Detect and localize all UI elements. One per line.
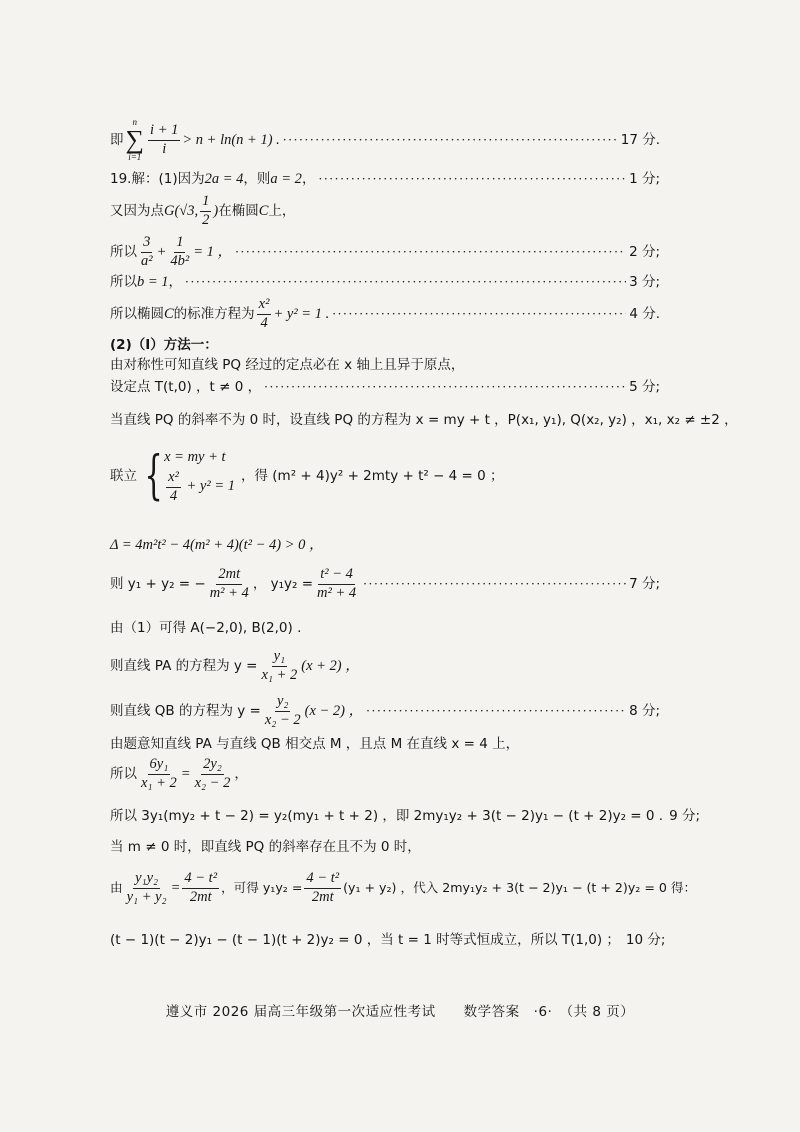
- score: 10 分;: [625, 932, 666, 948]
- line-slope: 当直线 PQ 的斜率不为 0 时，设直线 PQ 的方程为 x = my + t ，P(x₁, y₁), Q(x₂, y₂) ，x₁, x₂ ≠ ±2 ，: [110, 412, 738, 428]
- line-10pts: (t − 1)(t − 2)y₁ − (t − 1)(t + 2)y₂ = 0 ，当 t = 1 时等式恒成立，所以 T(1,0) ； 10 分;: [110, 932, 666, 948]
- score: 1 分;: [629, 171, 660, 187]
- dot-leader: [318, 170, 626, 188]
- line-pa: 则直线 PA 的方程为 y = $\frac{\text{y₁}}{\text{x₁ + 2}}$ (x + 2) ，: [110, 648, 360, 683]
- line-ab-points: 由（1）可得 A(−2,0), B(2,0) .: [110, 620, 302, 636]
- line-8pts: 则直线 QB 的方程为 y = $\frac{\text{y₂}}{\text{x₂ − 2}}$ (x − 2) ， ····· 8 分;: [110, 693, 660, 729]
- line-17: [110, 117, 660, 162]
- brace: {: [144, 446, 163, 506]
- line-7pts: 则 y₁ + y₂ = − $\frac{2mt}{\text{m² + 4}}$ ， y₁y₂ = $\frac{\text{t² − 4}}{\text{m² + 4}}$ ····· 7 分;: [110, 566, 660, 602]
- sigma-symbol: n ∑ i=1: [125, 117, 145, 162]
- score: 8 分;: [629, 703, 660, 719]
- equation-system: x = my + t $\frac{\text{x²}}{4}$ + y² = 1: [164, 449, 235, 504]
- score: 2 分;: [629, 244, 660, 260]
- dot-leader: [363, 575, 626, 593]
- line-2pts: 所以 $\frac{3}{\text{a²}}$ + $\frac{1}{\text{4b²}}$ = 1 ， ····· 2 分;: [110, 234, 660, 270]
- dot-leader: [366, 702, 626, 720]
- score: 5 分;: [629, 379, 660, 395]
- part-2-heading: (2)（Ⅰ）方法一：: [110, 337, 218, 353]
- line-system: 联立 { x = my + t $\frac{\text{x²}}{4}$ + y² = 1 ，得 (m² + 4)y² + 2mty + t² − 4 = 0 ；: [110, 446, 504, 506]
- score: 9 分;: [669, 808, 701, 824]
- line-m-nonzero: 当 m ≠ 0 时，即直线 PQ 的斜率存在且不为 0 时，: [110, 839, 421, 855]
- dot-leader: [264, 378, 626, 396]
- dot-leader: [185, 273, 626, 291]
- score: 17 分.: [620, 132, 660, 148]
- page-footer: 遵义市 2026 届高三年级第一次适应性考试 数学答案 ·6· （共 8 页）: [165, 1004, 635, 1020]
- score: 3 分;: [629, 274, 660, 290]
- score: 4 分.: [629, 306, 660, 322]
- line-9pts: 所以 3y₁(my₂ + t − 2) = y₂(my₁ + t + 2) ，即 2my₁y₂ + 3(t − 2)y₁ − (t + 2)y₂ = 0 . 9 分;: [110, 808, 701, 824]
- line-point-g: 又因为点 G(√3, $\frac{1}{2}$ ) 在椭圆 C 上，: [110, 193, 296, 228]
- score: 7 分;: [629, 576, 660, 592]
- line-ratio: 所以 $\frac{\text{6y₁}}{\text{x₁ + 2}}$ = $\frac{\text{2y₂}}{\text{x₂ − 2}}$ ，: [110, 756, 248, 791]
- line-discriminant: Δ = 4m²t² − 4(m² + 4)(t² − 4) > 0 ，: [110, 537, 324, 553]
- line-symmetry: 由对称性可知直线 PQ 经过的定点必在 x 轴上且异于原点，: [110, 357, 465, 373]
- formula: > n + ln(n + 1) .: [182, 132, 280, 148]
- dot-leader: [235, 243, 626, 261]
- line-19-1: 19.解：(1)因为 2a = 4 ，则 a = 2 ， ····· 1 分;: [110, 170, 660, 188]
- fraction: $\frac{i + 1}{i}$: [150, 122, 179, 157]
- line-intersection: 由题意知直线 PA 与直线 QB 相交点 M ，且点 M 在直线 x = 4 上，: [110, 736, 520, 752]
- line-substitute: 由 $\frac{\text{y₁y₂}}{\text{y₁ + y₂}}$ = $\frac{\text{4 − t²}}{2mt}$ ，可得 y₁y₂ = $\frac{\text{4 − t²}}{2mt}$ (y₁ + y₂) ，代入 2my₁y₂ + 3(t − 2)y₁ − (t + 2)y₂ = 0 得：: [110, 870, 697, 905]
- dot-leader: [283, 131, 618, 149]
- line-5pts: 设定点 T(t,0) ，t ≠ 0 ， ····· 5 分;: [110, 378, 660, 396]
- text: 即: [110, 132, 124, 148]
- line-4pts: 所以椭圆 C 的标准方程为 $\frac{\text{x²}}{4}$ + y² = 1 . ····· 4 分.: [110, 296, 660, 332]
- dot-leader: [332, 305, 626, 323]
- line-3pts: 所以 b = 1 ， ····· 3 分;: [110, 273, 660, 291]
